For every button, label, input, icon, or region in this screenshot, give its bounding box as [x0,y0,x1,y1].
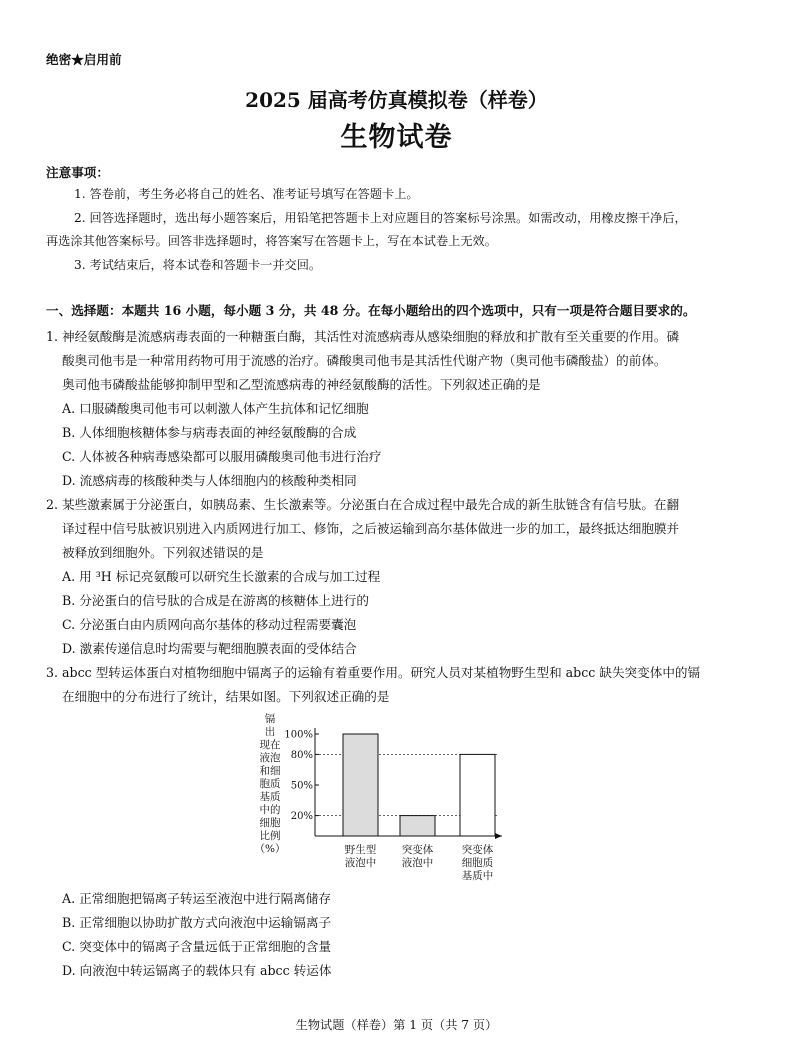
question-1-option-b: B. 人体细胞核糖体参与病毒表面的神经氨酸酶的合成 [62,425,357,440]
notice-item: 2. 回答选择题时，选出每小题答案后，用铅笔把答题卡上对应题目的答案标号涂黑。如需改动，用橡皮擦干净后， [74,211,687,225]
question-1-line: 1. 神经氨酸酶是流感病毒表面的一种糖蛋白酶，其活性对流感病毒从感染细胞的释放和扩散有至关重要的作用。磷 [46,329,680,344]
y-axis-label: 基质 [259,791,281,803]
y-axis-label: 液泡 [259,752,281,764]
x-category-label: 液泡中 [401,857,434,869]
y-axis-label: 胞质 [259,778,281,790]
notice-item: 1. 答卷前，考生务必将自己的姓名、准考证号填写在答题卡上。 [74,187,419,201]
x-category-label: 基质中 [461,870,494,882]
question-2-line: 被释放到细胞外。下列叙述错误的是 [62,545,264,560]
y-axis-label: 中的 [259,804,281,816]
confidential-label: 绝密★启用前 [46,52,122,67]
question-1-line: 奥司他韦磷酸盐能够抑制甲型和乙型流感病毒的神经氨酸酶的活性。下列叙述正确的是 [62,377,541,392]
bar [400,816,435,836]
notice-item: 3. 考试结束后，将本试卷和答题卡一并交回。 [74,258,322,272]
page-footer: 生物试题（样卷）第 1 页（共 7 页） [295,1018,498,1032]
question-2-option-a: A. 用 ³H 标记亮氨酸可以研究生长激素的合成与加工过程 [62,569,381,584]
y-axis-label: 比例 [259,830,281,842]
y-axis-label: 细胞 [259,817,281,829]
question-1-option-a: A. 口服磷酸奥司他韦可以刺激人体产生抗体和记忆细胞 [62,401,369,416]
x-category-label: 野生型 [344,844,377,856]
question-1-option-c: C. 人体被各种病毒感染都可以服用磷酸奥司他韦进行治疗 [62,449,382,464]
bar [343,734,378,836]
y-tick-label: 50% [290,780,313,792]
y-axis-label: 现在 [259,739,281,751]
y-tick-label: 80% [290,749,313,761]
x-axis-arrow [495,833,502,839]
question-2-option-b: B. 分泌蛋白的信号肽的合成是在游离的核糖体上进行的 [62,593,369,608]
question-2-line: 2. 某些激素属于分泌蛋白，如胰岛素、生长激素等。分泌蛋白在合成过程中最先合成的新生肽链含有信号肽。在翻 [46,497,680,512]
y-axis-label: 镉 [264,713,276,725]
notice-heading: 注意事项： [46,165,109,180]
x-category-label: 突变体 [401,844,434,856]
x-category-label: 细胞质 [461,857,494,869]
subject-title: 生物试卷 [340,122,453,153]
question-2-option-d: D. 激素传递信息时均需要与靶细胞膜表面的受体结合 [62,641,357,656]
y-tick-label: 100% [284,729,313,741]
question-2-line: 译过程中信号肽被识别进入内质网进行加工、修饰，之后被运输到高尔基体做进一步的加工，最终抵达细胞膜并 [62,521,680,536]
bar-chart [240,710,530,890]
x-category-label: 液泡中 [344,857,377,869]
question-3-line: 在细胞中的分布进行了统计，结果如图。下列叙述正确的是 [62,689,390,704]
y-tick-label: 20% [290,811,313,823]
question-1-option-d: D. 流感病毒的核酸种类与人体细胞内的核酸种类相同 [62,473,357,488]
question-3-option-d: D. 向液泡中转运镉离子的载体只有 abcc 转运体 [62,963,332,978]
y-axis-label: 出 [264,726,276,738]
question-3-option-c: C. 突变体中的镉离子含量远低于正常细胞的含量 [62,939,332,954]
exam-title: 2025 届高考仿真模拟卷（样卷） [245,88,548,112]
section-heading: 一、选择题：本题共 16 小题，每小题 3 分，共 48 分。在每小题给出的四个选项中，只有一项是符合题目要求的。 [46,303,696,318]
question-3-option-b: B. 正常细胞以协助扩散方式向液泡中运输镉离子 [62,915,332,930]
question-1-line: 酸奥司他韦是一种常用药物可用于流感的治疗。磷酸奥司他韦是其活性代谢产物（奥司他韦磷酸盐）的前体。 [62,353,667,368]
y-axis-label: 和细 [259,765,281,777]
notice-item: 再选涂其他答案标号。回答非选择题时，将答案写在答题卡上，写在本试卷上无效。 [46,234,497,248]
y-axis-label: （%） [254,843,286,855]
question-3-line: 3. abcc 型转运体蛋白对植物细胞中镉离子的运输有着重要作用。研究人员对某植物野生型和 abcc 缺失突变体中的镉 [46,665,701,680]
x-category-label: 突变体 [461,844,494,856]
question-3-option-a: A. 正常细胞把镉离子转运至液泡中进行隔离储存 [62,891,331,906]
question-2-option-c: C. 分泌蛋白由内质网向高尔基体的移动过程需要囊泡 [62,617,357,632]
bar [460,754,495,836]
